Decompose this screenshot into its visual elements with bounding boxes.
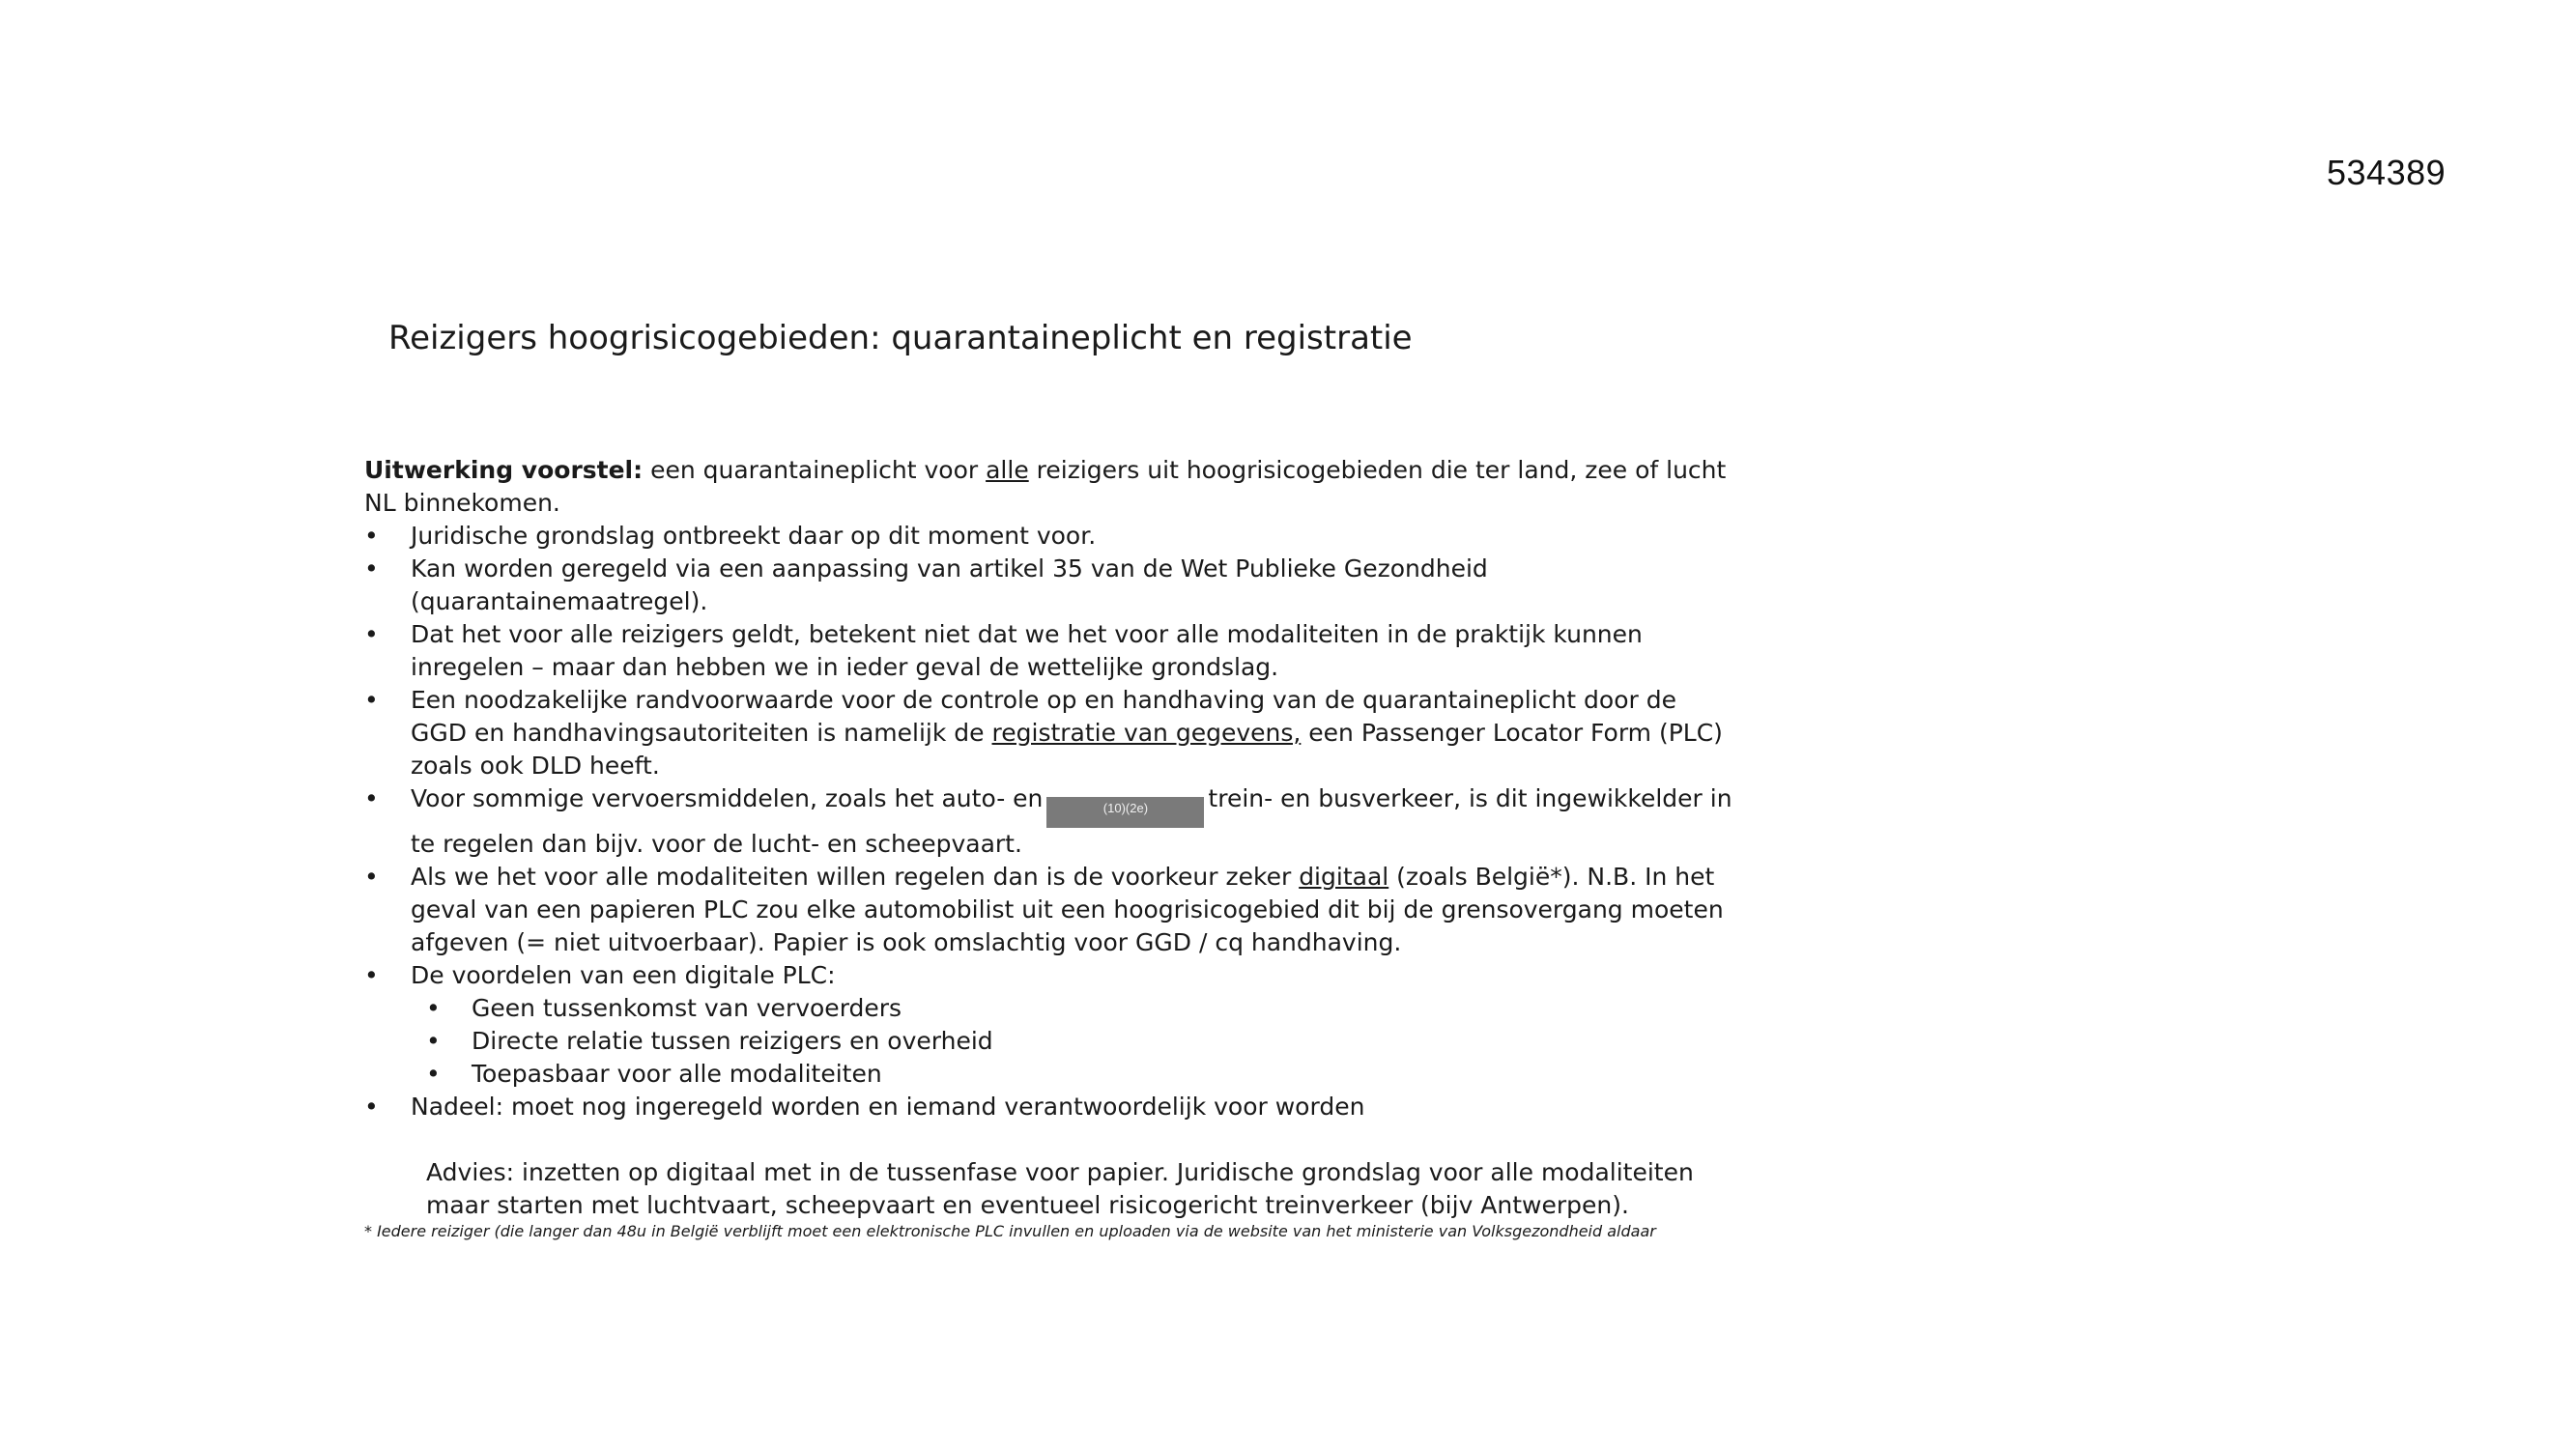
advice-paragraph: Advies: inzetten op digitaal met in de tussenfase voor papier. Juridische grondslag voor alle modaliteiten maar starten met luchtvaart, scheepvaart en eventueel risicogericht treinverkeer (bijv Antwerpen). <box>426 1158 1694 1219</box>
bullet-advantages <box>364 959 1736 1091</box>
bullet-digital-text-before: Als we het voor alle modaliteiten willen regelen dan is de voorkeur zeker <box>411 863 1300 891</box>
intro-underlined: alle <box>986 456 1029 484</box>
intro-text-after: reizigers uit hoogrisicogebieden die ter land, zee of lucht NL binnekomen. <box>364 456 1727 517</box>
slide-body <box>364 454 1736 1240</box>
sub-bullet-item: • Directe relatie tussen reizigers en overheid <box>411 1025 1736 1058</box>
bullet-legal-basis: • Juridische grondslag ontbreekt daar op dit moment voor. <box>364 520 1736 553</box>
bullet-digital-underlined: digitaal <box>1299 863 1389 891</box>
document-id: 534389 <box>2327 153 2447 192</box>
bullet-registration-text-after: een Passenger Locator Form (PLC) zoals ook DLD heeft. <box>411 719 1723 780</box>
bullet-transport-modes <box>364 782 1736 861</box>
bullet-all-travellers: • Dat het voor alle reizigers geldt, betekent niet dat we het voor alle modaliteiten in de praktijk kunnen inregelen – maar dan hebben we in ieder geval de wettelijke grondslag. <box>364 618 1736 684</box>
sub-bullet-item: • Geen tussenkomst van vervoerders <box>411 992 1736 1025</box>
bullet-registration <box>364 684 1736 782</box>
intro-paragraph <box>364 454 1736 520</box>
bullet-transport-text-before: Voor sommige vervoersmiddelen, zoals het auto- en <box>411 784 1044 812</box>
page-title: Reizigers hoogrisicogebieden: quarantaineplicht en registratie <box>388 319 1413 357</box>
bullet-disadvantage: • Nadeel: moet nog ingeregeld worden en iemand verantwoordelijk voor worden <box>364 1091 1736 1123</box>
sub-bullet-item: • Toepasbaar voor alle modaliteiten <box>411 1058 1736 1091</box>
bullet-transport-text-after: trein- en busverkeer, is dit ingewikkelder in te regelen dan bijv. voor de lucht- en scheepvaart. <box>411 784 1732 858</box>
bullet-registration-underlined: registratie van gegevens, <box>991 719 1302 747</box>
redaction-box: (10)(2e) <box>1046 797 1204 828</box>
bullet-list <box>364 520 1736 1123</box>
bullet-registration-text-before: Een noodzakelijke randvoorwaarde voor de controle op en handhaving van de quarantaineplicht door de GGD en handhavingsautoriteiten is namelijk de <box>411 686 1676 747</box>
bullet-advantages-label: De voordelen van een digitale PLC: <box>411 961 836 989</box>
footnote: * Iedere reiziger (die langer dan 48u in België verblijft moet een elektronische PLC invullen en uploaden via de website van het ministerie van Volksgezondheid aldaar <box>364 1222 1656 1240</box>
bullet-article-35: • Kan worden geregeld via een aanpassing van artikel 35 van de Wet Publieke Gezondheid (quarantainemaatregel). <box>364 553 1736 618</box>
bullet-digital-preference <box>364 861 1736 959</box>
intro-text-before: een quarantaineplicht voor <box>643 456 987 484</box>
advantages-sublist <box>411 992 1736 1091</box>
intro-label: Uitwerking voorstel: <box>364 456 644 484</box>
bullet-digital-text-after: (zoals België*). N.B. In het geval van een papieren PLC zou elke automobilist uit een hoogrisicogebied dit bij de grensovergang moeten afgeven (= niet uitvoerbaar). Papier is ook omslachtig voor GGD / cq handhaving. <box>411 863 1724 956</box>
